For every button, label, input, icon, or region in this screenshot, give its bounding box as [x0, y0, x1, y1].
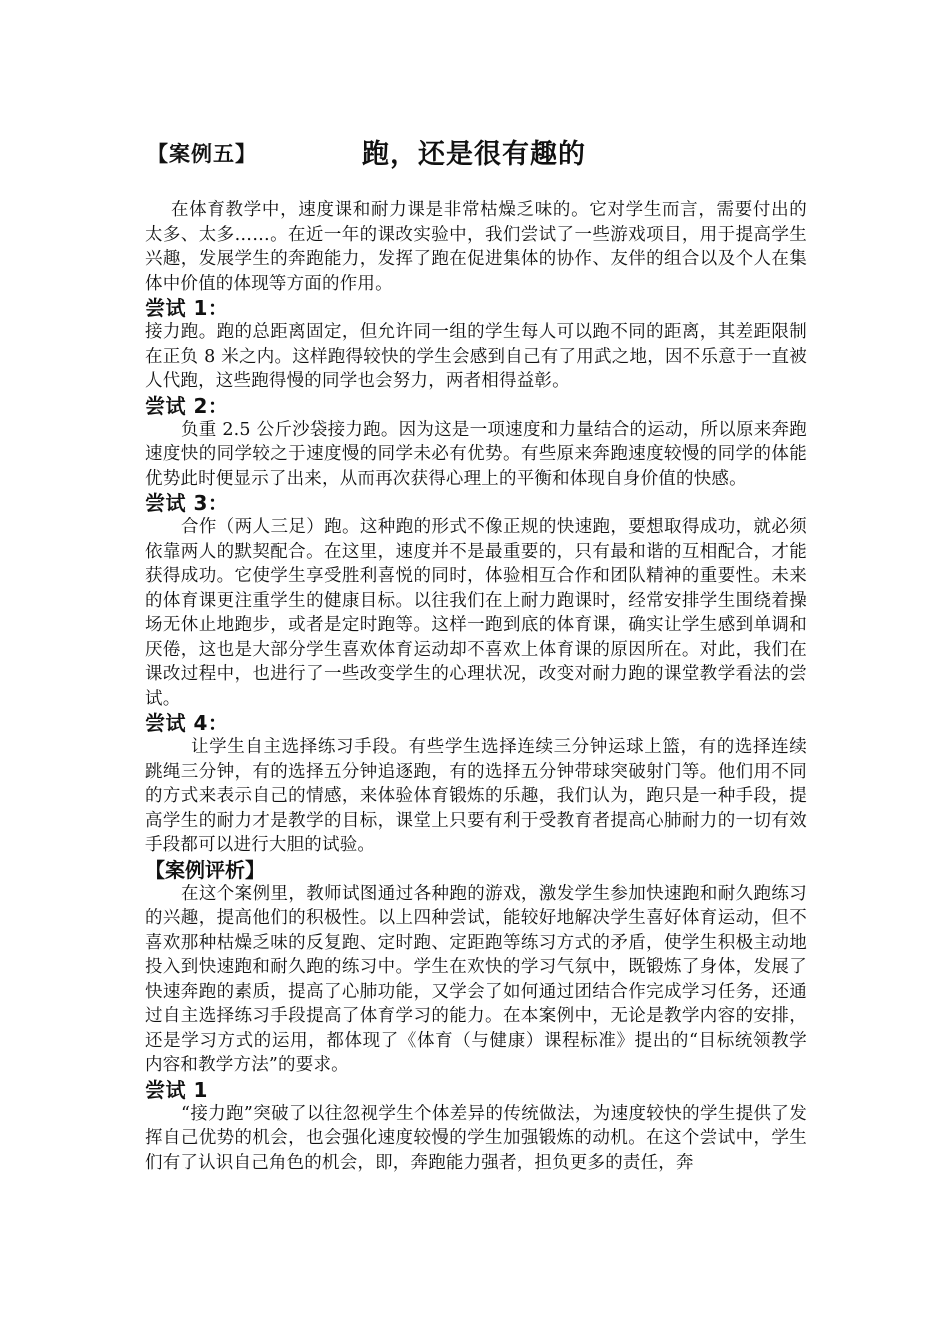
section-body-attempt-1: 接力跑。跑的总距离固定，但允许同一组的学生每人可以跑不同的距离，其差距限制在正负 8 米之内。这样跑得较快的学生会感到自己有了用武之地，因不乐意于一直被人代跑，这些跑得慢的同学也会努力，两者相得益彰。	[145, 322, 807, 391]
case-label: 【案例五】	[147, 142, 257, 166]
review-subbody-attempt-1: “接力跑”突破了以往忽视学生个体差异的传统做法，为速度较快的学生提供了发挥自己优势的机会，也会强化速度较慢的学生加强锻炼的动机。在这个尝试中，学生们有了认识自己角色的机会，即，奔跑能力强者，担负更多的责任，奔	[145, 1103, 807, 1173]
section-body-attempt-3: 合作（两人三足）跑。这种跑的形式不像正规的快速跑，要想取得成功，就必须依靠两人的默契配合。在这里，速度并不是最重要的，只有最和谐的互相配合，才能获得成功。它使学生享受胜利喜悦的同时，体验相互合作和团队精神的重要性。未来的体育课更注重学生的健康目标。以往我们在上耐力跑课时，经常安排学生围绕着操场无休止地跑步，或者是定时跑等。这样一跑到底的体育课，确实让学生感到单调和厌倦，这也是大部分学生喜欢体育运动却不喜欢上体育课的原因所在。对此，我们在课改过程中，也进行了一些改变学生的心理状况，改变对耐力跑的课堂教学看法的尝试。	[145, 517, 807, 709]
title-row	[145, 128, 807, 178]
section-heading-attempt-1: 尝试 1：	[145, 296, 229, 320]
page-title: 跑，还是很有趣的	[362, 139, 586, 170]
document-page	[145, 128, 807, 1175]
section-heading-attempt-4: 尝试 4：	[145, 711, 229, 735]
review-body: 在这个案例里，教师试图通过各种跑的游戏，激发学生参加快速跑和耐久跑练习的兴趣，提高他们的积极性。以上四种尝试，能较好地解决学生喜好体育运动，但不喜欢那种枯燥乏味的反复跑、定时跑、定距跑等练习方式的矛盾，使学生积极主动地投入到快速跑和耐久跑的练习中。学生在欢快的学习气氛中，既锻炼了身体，发展了快速奔跑的素质，提高了心肺功能，又学会了如何通过团结合作完成学习任务，还通过自主选择练习手段提高了体育学习的能力。在本案例中，无论是教学内容的安排，还是学习方式的运用，都体现了《体育（与健康）课程标准》提出的“目标统领教学内容和教学方法”的要求。	[145, 883, 807, 1075]
section-body-attempt-2: 负重 2.5 公斤沙袋接力跑。因为这是一项速度和力量结合的运动，所以原来奔跑速度快的同学较之于速度慢的同学未必有优势。有些原来奔跑速度较慢的同学的体能优势此时便显示了出来，从而再次获得心理上的平衡和体现自身价值的快感。	[145, 419, 807, 489]
section-heading-attempt-2: 尝试 2：	[145, 393, 229, 418]
section-body-attempt-4: 让学生自主选择练习手段。有些学生选择连续三分钟运球上篮，有的选择连续跳绳三分钟，有的选择五分钟追逐跑，有的选择五分钟带球突破射门等。他们用不同的方式来表示自己的情感，来体验体育锻炼的乐趣，我们认为，跑只是一种手段，提高学生的耐力才是教学的目标，课堂上只要有利于受教育者提高心肺耐力的一切有效手段都可以进行大胆的试验。	[145, 737, 807, 855]
intro-paragraph: 在体育教学中，速度课和耐力课是非常枯燥乏味的。它对学生而言，需要付出的太多、太多……。在近一年的课改实验中，我们尝试了一些游戏项目，用于提高学生兴趣，发展学生的奔跑能力，发挥了跑在促进集体的协作、友伴的组合以及个人在集体中价值的体现等方面的作用。	[145, 200, 807, 294]
review-heading: 【案例评析】	[145, 857, 265, 882]
section-heading-attempt-3: 尝试 3：	[145, 491, 229, 515]
review-subheading-attempt-1: 尝试 1	[145, 1077, 208, 1102]
